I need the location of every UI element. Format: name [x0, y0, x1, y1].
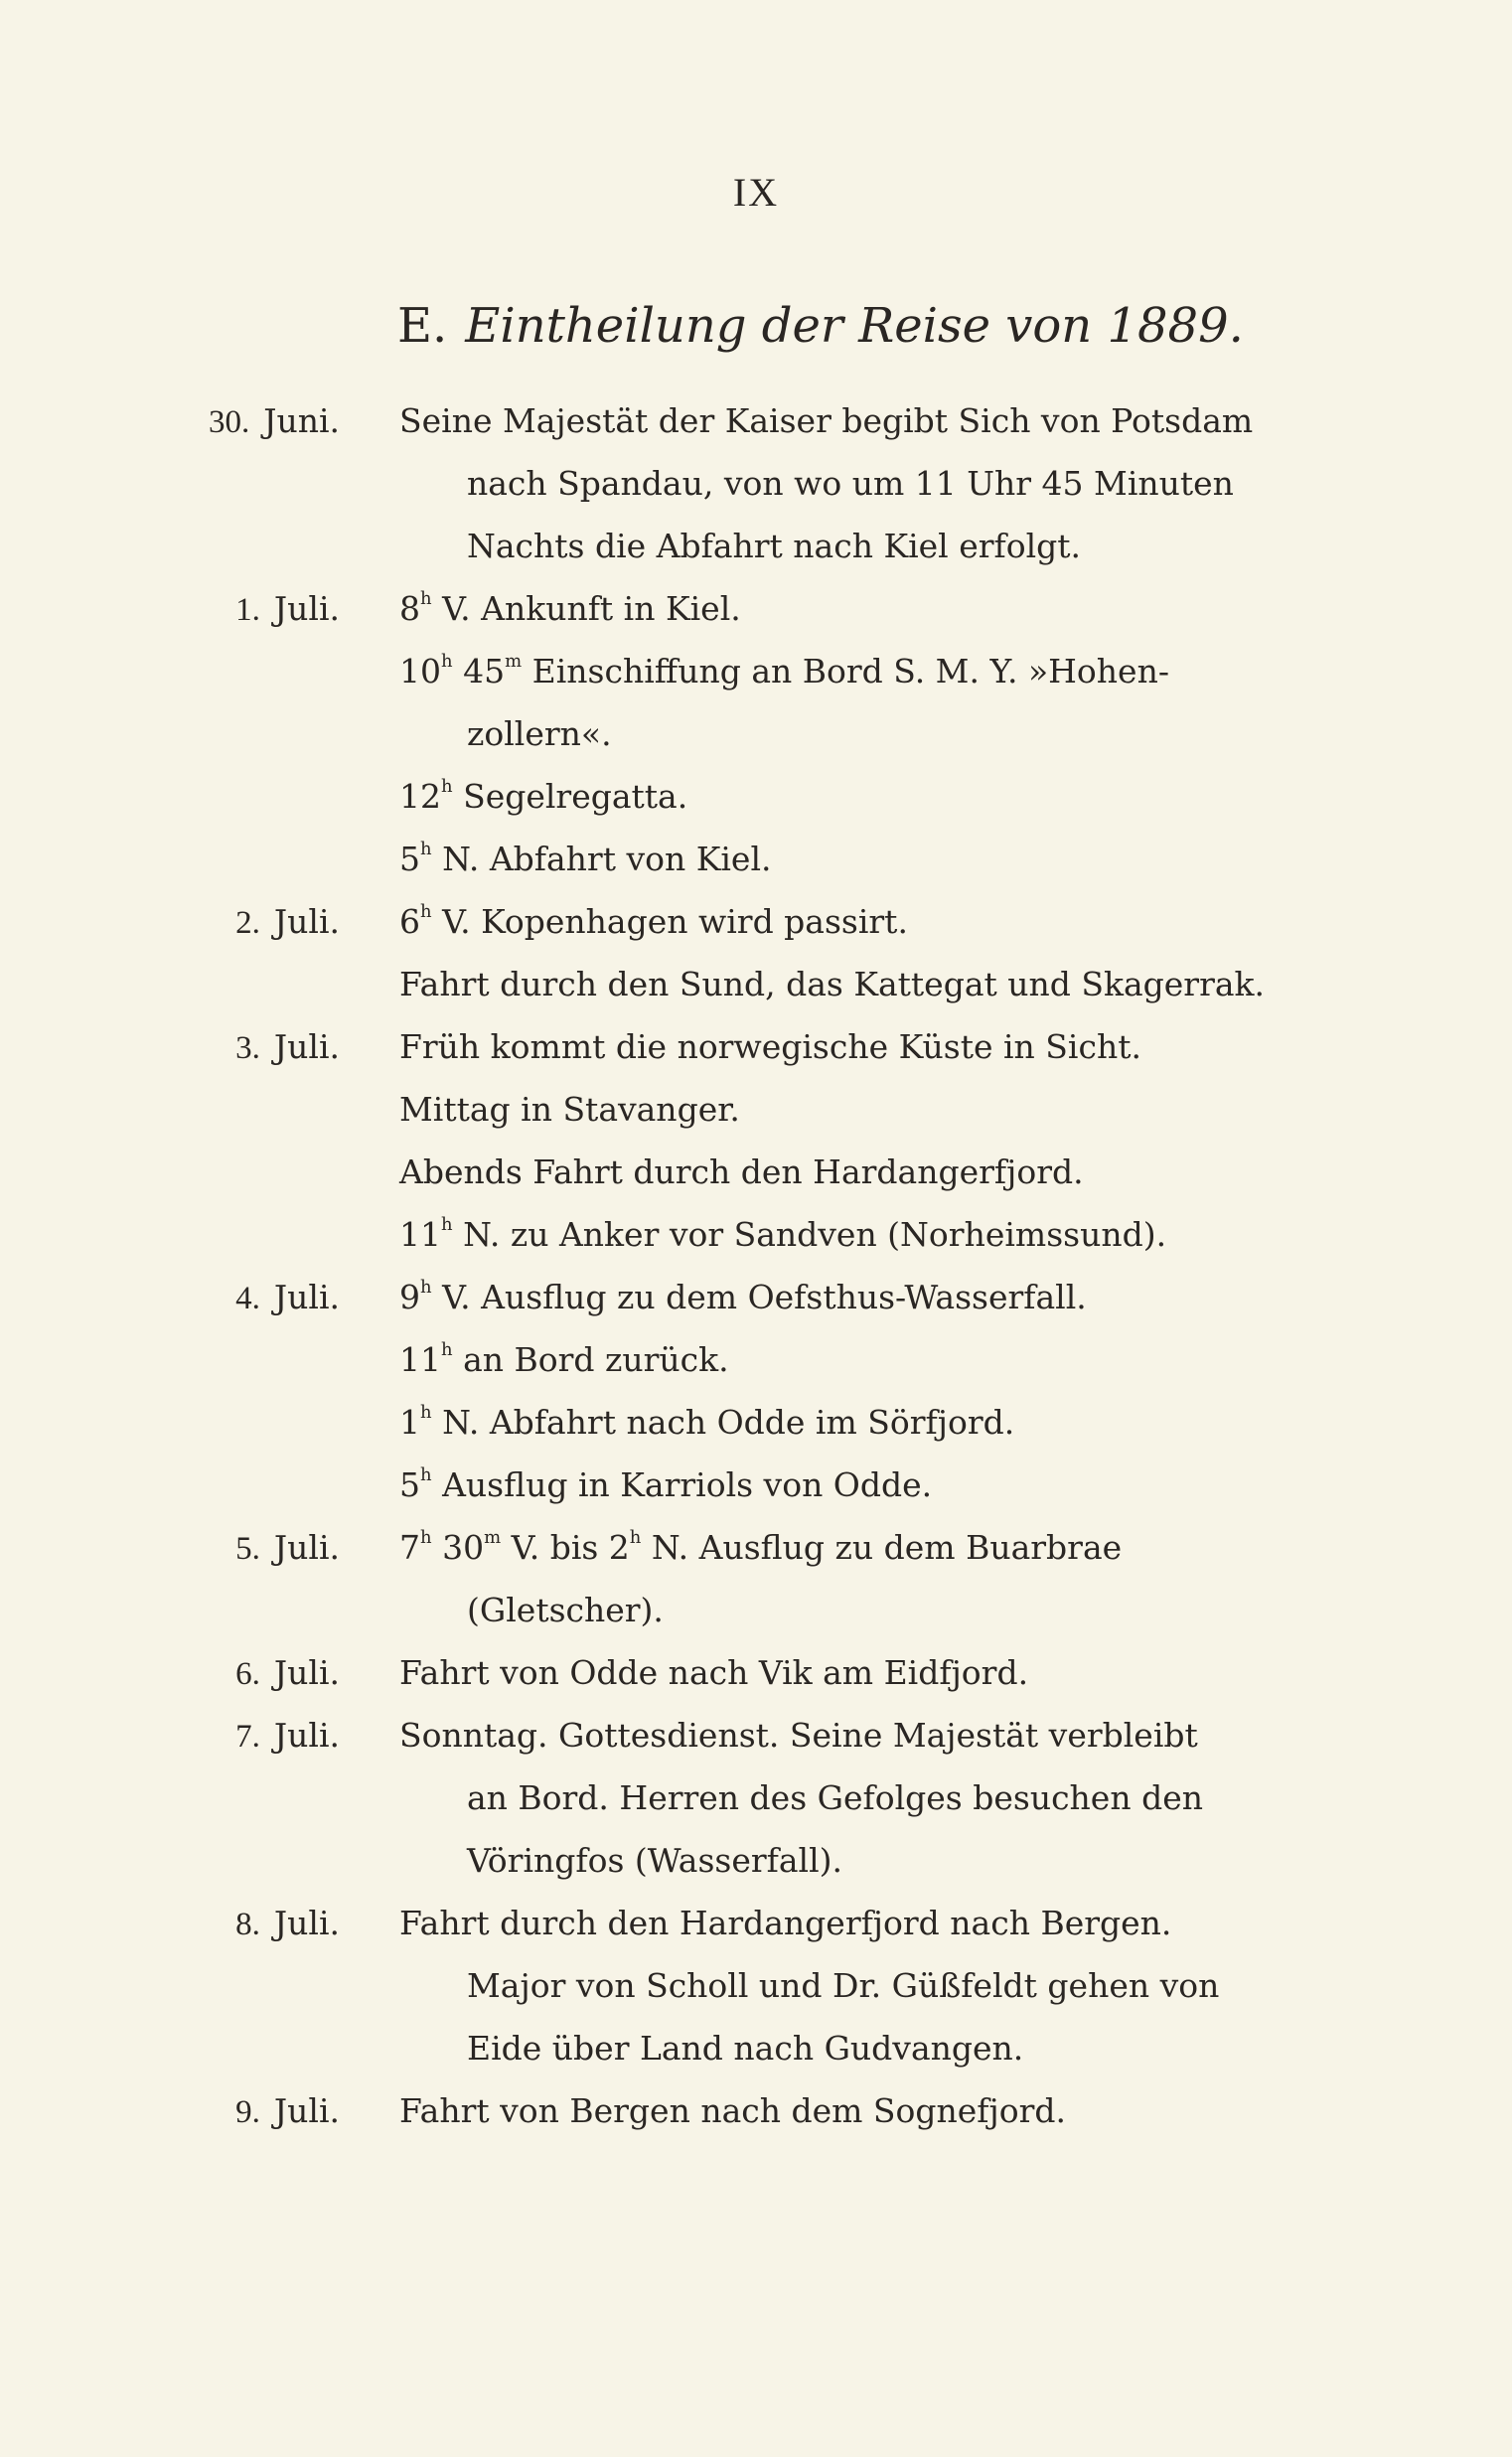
entry-date: [235, 1641, 340, 1706]
entry-date: [209, 389, 340, 454]
itinerary-entry: [0, 389, 1512, 577]
entry-line: [0, 2017, 1512, 2079]
itinerary-entry: [0, 2079, 1512, 2142]
entry-day: 6.: [235, 1656, 260, 1692]
entry-text: Major von Scholl und Dr. Güßfeldt gehen von: [467, 1966, 1220, 2005]
entry-line: [0, 1579, 1512, 1641]
entry-line: [0, 640, 1512, 702]
entry-text: Vöringfos (Wasserfall).: [467, 1841, 843, 1880]
entry-text: Früh kommt die norwegische Küste in Sicht.: [399, 1027, 1141, 1066]
entry-date: [235, 890, 340, 955]
entry-month: Juli.: [273, 1278, 340, 1316]
entry-line: [0, 1641, 1512, 1704]
entry-month: Juli.: [273, 589, 340, 628]
entry-line: [0, 1704, 1512, 1766]
entry-line: [0, 1391, 1512, 1454]
itinerary-entry: [0, 1266, 1512, 1516]
entry-day: 4.: [235, 1281, 260, 1316]
entry-line: [0, 828, 1512, 890]
entry-month: Juli.: [273, 1653, 340, 1692]
entry-date: [235, 1892, 340, 1956]
entry-date: [235, 577, 340, 642]
entry-month: Juli.: [273, 1904, 340, 1942]
itinerary-entry: [0, 1516, 1512, 1641]
entry-month: Juli.: [273, 902, 340, 941]
entry-month: Juli.: [273, 1528, 340, 1567]
entry-line: [0, 577, 1512, 640]
entry-text: Fahrt von Odde nach Vik am Eidfjord.: [399, 1653, 1029, 1692]
entry-day: 30.: [208, 404, 250, 440]
entry-text: 10$^h$ 45$^m$ Einschiffung an Bord S. M. Y. »Hohen-: [399, 651, 1169, 691]
entry-text: 1$^h$ N. Abfahrt nach Odde im Sörfjord.: [399, 1402, 1015, 1442]
entry-day: 7.: [235, 1719, 260, 1755]
entry-text: 12$^h$ Segelregatta.: [399, 776, 688, 816]
entry-text: Eide über Land nach Gudvangen.: [467, 2029, 1024, 2068]
entry-line: [0, 702, 1512, 765]
entry-text: 5$^h$ Ausflug in Karriols von Odde.: [399, 1464, 933, 1504]
entry-text: Abends Fahrt durch den Hardangerfjord.: [399, 1152, 1084, 1191]
entry-line: [0, 1829, 1512, 1892]
entry-day: 1.: [235, 592, 260, 628]
itinerary-list: [0, 389, 1512, 2142]
entry-line: [0, 890, 1512, 953]
entry-line: [0, 1516, 1512, 1579]
entry-line: [0, 1015, 1512, 1078]
entry-line: [0, 1766, 1512, 1829]
entry-line: [0, 1954, 1512, 2017]
itinerary-entry: [0, 1641, 1512, 1704]
entry-line: [0, 1141, 1512, 1203]
itinerary-entry: [0, 1892, 1512, 2079]
entry-line: [0, 1078, 1512, 1141]
entry-line: [0, 1454, 1512, 1516]
entry-text: Sonntag. Gottesdienst. Seine Majestät verbleibt: [399, 1716, 1198, 1755]
entry-line: [0, 1328, 1512, 1391]
section-heading: [397, 298, 1244, 354]
entry-text: Fahrt von Bergen nach dem Sognefjord.: [399, 2091, 1066, 2130]
entry-text: 8$^h$ V. Ankunft in Kiel.: [399, 588, 741, 628]
section-title: Eintheilung der Reise von 1889.: [465, 298, 1244, 354]
entry-line: [0, 2079, 1512, 2142]
entry-text: Seine Majestät der Kaiser begibt Sich von Potsdam: [399, 401, 1254, 440]
entry-text: 11$^h$ an Bord zurück.: [399, 1339, 729, 1379]
entry-text: an Bord. Herren des Gefolges besuchen den: [467, 1778, 1203, 1817]
entry-text: 5$^h$ N. Abfahrt von Kiel.: [399, 839, 772, 878]
entry-month: Juli.: [273, 1716, 340, 1755]
entry-line: [0, 1892, 1512, 1954]
entry-day: 9.: [235, 2094, 260, 2130]
entry-text: Fahrt durch den Hardangerfjord nach Bergen.: [399, 1904, 1172, 1942]
entry-day: 3.: [235, 1030, 260, 1066]
entry-month: Juni.: [263, 401, 340, 440]
entry-text: Nachts die Abfahrt nach Kiel erfolgt.: [467, 527, 1082, 565]
entry-day: 8.: [235, 1907, 260, 1942]
entry-text: 9$^h$ V. Ausflug zu dem Oefsthus-Wasserfall.: [399, 1277, 1087, 1316]
entry-text: (Gletscher).: [467, 1591, 664, 1629]
itinerary-entry: [0, 1015, 1512, 1266]
itinerary-entry: [0, 1704, 1512, 1892]
entry-line: [0, 515, 1512, 577]
itinerary-entry: [0, 577, 1512, 890]
entry-line: [0, 953, 1512, 1015]
entry-date: [235, 2079, 340, 2144]
itinerary-entry: [0, 890, 1512, 1015]
entry-line: [0, 765, 1512, 828]
entry-text: 7$^h$ 30$^m$ V. bis 2$^h$ N. Ausflug zu dem Buarbrae: [399, 1527, 1123, 1567]
entry-day: 2.: [235, 905, 260, 941]
entry-text: zollern«.: [467, 714, 612, 753]
entry-month: Juli.: [273, 2091, 340, 2130]
entry-line: [0, 1203, 1512, 1266]
entry-text: Fahrt durch den Sund, das Kattegat und Skagerrak.: [399, 965, 1266, 1003]
entry-text: 6$^h$ V. Kopenhagen wird passirt.: [399, 901, 908, 941]
entry-month: Juli.: [273, 1027, 340, 1066]
entry-line: [0, 1266, 1512, 1328]
entry-line: [0, 389, 1512, 452]
entry-date: [235, 1704, 340, 1768]
entry-text: Mittag in Stavanger.: [399, 1090, 740, 1129]
entry-day: 5.: [235, 1531, 260, 1567]
entry-date: [235, 1516, 340, 1581]
section-letter: E.: [397, 298, 448, 354]
entry-text: 11$^h$ N. zu Anker vor Sandven (Norheimssund).: [399, 1214, 1167, 1254]
entry-date: [235, 1266, 340, 1330]
entry-text: nach Spandau, von wo um 11 Uhr 45 Minuten: [467, 464, 1234, 503]
entry-line: [0, 452, 1512, 515]
page-number: IX: [732, 170, 780, 215]
entry-date: [235, 1015, 340, 1080]
